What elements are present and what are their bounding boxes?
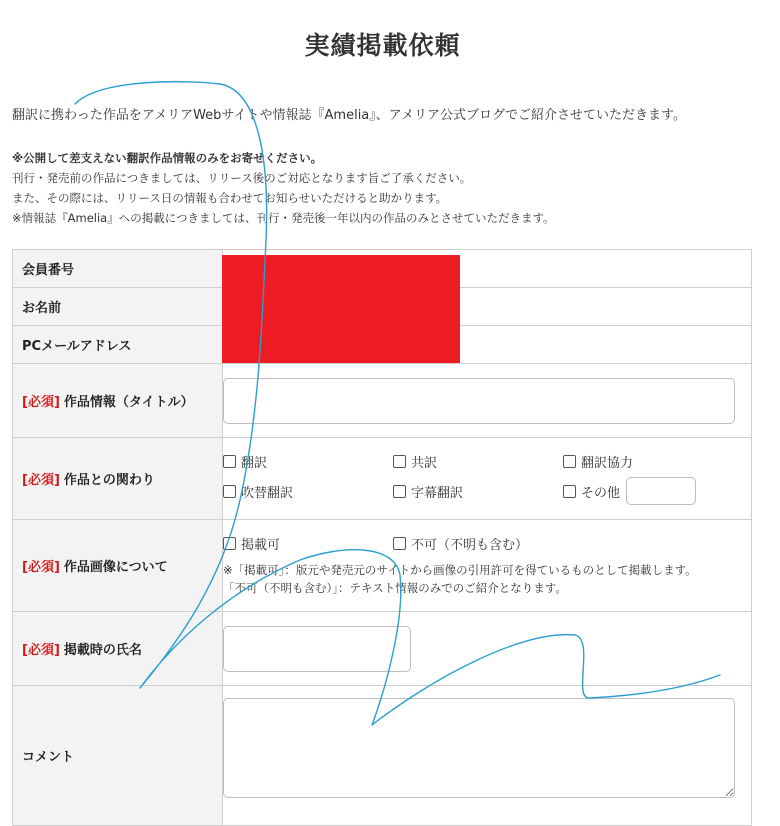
display-name-label: 掲載時の氏名 bbox=[63, 643, 142, 658]
title-cell bbox=[223, 364, 752, 438]
image-label-cell bbox=[13, 520, 223, 612]
comment-row bbox=[13, 686, 752, 826]
relation-label: 作品との関わり bbox=[63, 473, 155, 488]
title-label-cell bbox=[13, 364, 223, 438]
name-label: お名前 bbox=[13, 288, 223, 326]
checkbox[interactable] bbox=[393, 455, 406, 468]
checkbox[interactable] bbox=[223, 485, 236, 498]
note-line: また、その際には、リリース日の情報も合わせてお知らせいただけると助かります。 bbox=[12, 191, 448, 205]
checkbox[interactable] bbox=[563, 485, 576, 498]
required-tag: [必須] bbox=[22, 473, 60, 488]
image-option-not-allowed[interactable]: 不可（不明も含む） bbox=[393, 534, 563, 553]
display-name-input[interactable] bbox=[223, 626, 411, 672]
relation-option-dubbing[interactable]: 吹替翻訳 bbox=[223, 477, 393, 505]
relation-option-subtitle[interactable]: 字幕翻訳 bbox=[393, 477, 563, 505]
relation-option-co-translation[interactable]: 共訳 bbox=[393, 452, 563, 471]
note-line: ※公開して差支えない翻訳作品情報のみをお寄せください。 bbox=[12, 151, 323, 165]
page-title: 実績掲載依頼 bbox=[304, 31, 461, 60]
other-input[interactable] bbox=[626, 477, 696, 505]
image-row bbox=[13, 520, 752, 612]
intro-text: 翻訳に携わった作品をアメリアWebサイトや情報誌『Amelia』、アメリア公式ブログでご紹介させていただきます。 bbox=[12, 108, 686, 123]
checkbox[interactable] bbox=[223, 537, 236, 550]
relation-option-translation[interactable]: 翻訳 bbox=[223, 452, 393, 471]
display-name-cell bbox=[223, 612, 752, 686]
title-label: 作品情報（タイトル） bbox=[63, 395, 194, 410]
email-label: PCメールアドレス bbox=[13, 326, 223, 364]
checkbox[interactable] bbox=[563, 455, 576, 468]
relation-option-cooperation[interactable]: 翻訳協力 bbox=[563, 452, 733, 471]
relation-cell bbox=[223, 438, 752, 520]
relation-option-other[interactable]: その他 bbox=[563, 477, 733, 505]
checkbox[interactable] bbox=[223, 455, 236, 468]
comment-textarea[interactable] bbox=[223, 698, 735, 798]
image-cell bbox=[223, 520, 752, 612]
image-notes bbox=[223, 561, 751, 597]
checkbox[interactable] bbox=[393, 485, 406, 498]
title-row bbox=[13, 364, 752, 438]
required-tag: [必須] bbox=[22, 395, 60, 410]
image-note-line: 「不可（不明も含む）」：テキスト情報のみでのご紹介となります。 bbox=[223, 581, 567, 595]
relation-label-cell bbox=[13, 438, 223, 520]
relation-options bbox=[223, 442, 751, 515]
display-name-label-cell bbox=[13, 612, 223, 686]
title-input[interactable] bbox=[223, 378, 735, 424]
comment-cell bbox=[223, 686, 752, 826]
required-tag: [必須] bbox=[22, 560, 60, 575]
required-tag: [必須] bbox=[22, 643, 60, 658]
checkbox[interactable] bbox=[393, 537, 406, 550]
member-number-label: 会員番号 bbox=[13, 250, 223, 288]
relation-row bbox=[13, 438, 752, 520]
notes-block bbox=[12, 148, 555, 228]
image-label: 作品画像について bbox=[63, 560, 168, 575]
note-line: ※情報誌『Amelia』への掲載につきましては、刊行・発売後一年以内の作品のみとさせていただきます。 bbox=[12, 211, 555, 225]
image-note-line: ※「掲載可」：版元や発売元のサイトから画像の引用許可を得ているものとして掲載します。 bbox=[223, 563, 697, 577]
redaction-block bbox=[222, 255, 460, 363]
image-options bbox=[223, 534, 751, 553]
display-name-row bbox=[13, 612, 752, 686]
note-line: 刊行・発売前の作品につきましては、リリース後のご対応となります旨ご了承ください。 bbox=[12, 171, 472, 185]
image-option-allowed[interactable]: 掲載可 bbox=[223, 534, 393, 553]
comment-label: コメント bbox=[13, 686, 223, 826]
